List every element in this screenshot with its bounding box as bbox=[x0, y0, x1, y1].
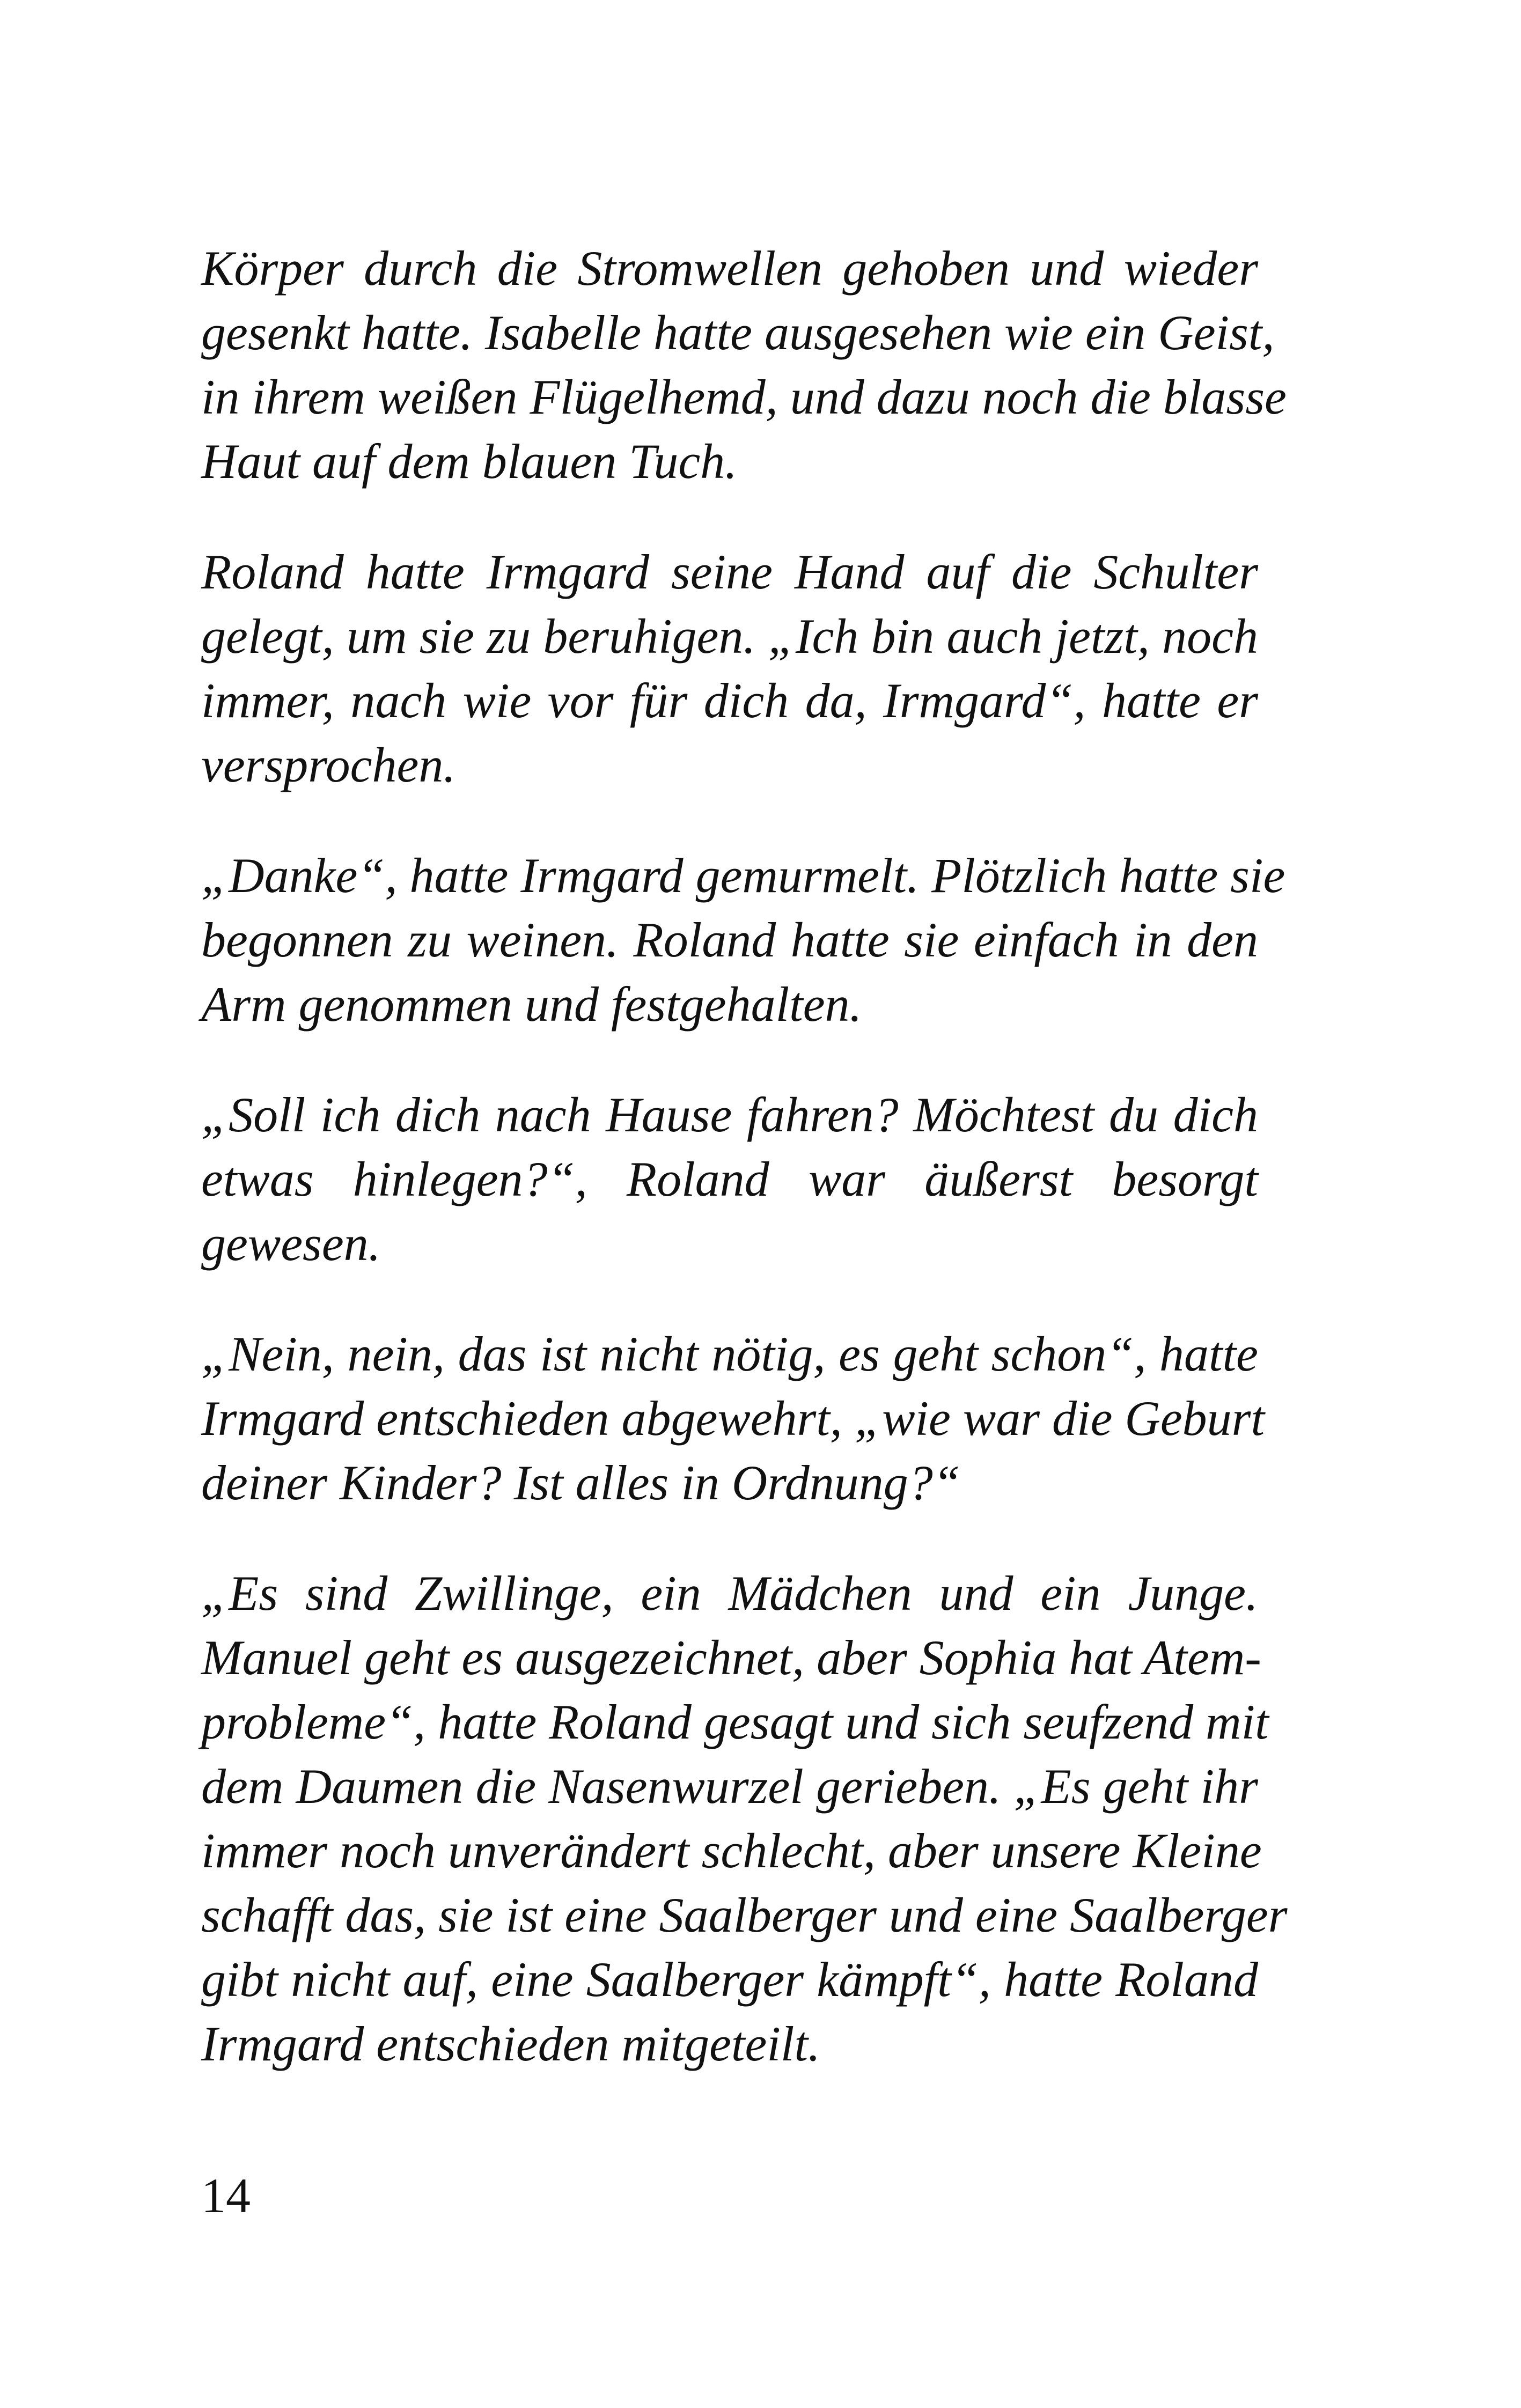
body-text bbox=[201, 236, 1288, 2122]
text-line: schafft das, sie ist eine Saalberger und eine Saalberger bbox=[201, 1888, 1288, 1942]
text-line: Roland hatte Irmgard seine Hand auf die Schulter bbox=[201, 544, 1258, 599]
text-line: „Danke“, hatte Irmgard gemurmelt. Plötzlich hatte sie bbox=[201, 848, 1285, 903]
text-line: gesenkt hatte. Isabelle hatte ausgesehen wie ein Geist, bbox=[201, 305, 1275, 360]
text-line: immer, nach wie vor für dich da, Irmgard“, hatte er bbox=[201, 673, 1258, 728]
paragraph bbox=[201, 1083, 1258, 1276]
page-number: 14 bbox=[201, 2168, 251, 2223]
text-line: etwas hinlegen?“, Roland war äußerst besorgt bbox=[201, 1152, 1258, 1206]
text-line: dem Daumen die Nasenwurzel gerieben. „Es geht ihr bbox=[201, 1759, 1258, 1814]
text-line: begonnen zu weinen. Roland hatte sie einfach in den bbox=[201, 912, 1258, 967]
paragraph bbox=[201, 1322, 1265, 1515]
text-line: in ihrem weißen Flügelhemd, und dazu noch die blasse bbox=[201, 370, 1287, 424]
text-line: „Soll ich dich nach Hause fahren? Möchtest du dich bbox=[201, 1087, 1258, 1142]
text-line: Körper durch die Stromwellen gehoben und wieder bbox=[201, 241, 1258, 296]
text-line: deiner Kinder? Ist alles in Ordnung?“ bbox=[201, 1455, 960, 1510]
text-line: versprochen. bbox=[201, 738, 456, 792]
text-line: gewesen. bbox=[201, 1216, 381, 1271]
text-line: gelegt, um sie zu beruhigen. „Ich bin auch jetzt, noch bbox=[201, 609, 1258, 664]
paragraph bbox=[201, 1561, 1288, 2076]
text-line: Irmgard entschieden abgewehrt, „wie war die Geburt bbox=[201, 1391, 1265, 1446]
text-line: immer noch unverändert schlecht, aber unsere Kleine bbox=[201, 1823, 1262, 1878]
text-line: „Nein, nein, das ist nicht nötig, es geht schon“, hatte bbox=[201, 1327, 1258, 1381]
text-line: gibt nicht auf, eine Saalberger kämpft“, hatte Roland bbox=[201, 1952, 1258, 2007]
paragraph bbox=[201, 236, 1287, 494]
text-line: Arm genommen und festgehalten. bbox=[201, 977, 862, 1032]
text-line: Irmgard entschieden mitgeteilt. bbox=[201, 2016, 820, 2071]
text-line: Haut auf dem blauen Tuch. bbox=[201, 434, 738, 489]
paragraph bbox=[201, 843, 1285, 1036]
text-line: „Es sind Zwillinge, ein Mädchen und ein Junge. bbox=[201, 1566, 1258, 1621]
paragraph bbox=[201, 540, 1258, 797]
text-line: Manuel geht es ausgezeichnet, aber Sophia hat Atem- bbox=[201, 1630, 1261, 1685]
text-line: probleme“, hatte Roland gesagt und sich seufzend mit bbox=[201, 1695, 1269, 1749]
